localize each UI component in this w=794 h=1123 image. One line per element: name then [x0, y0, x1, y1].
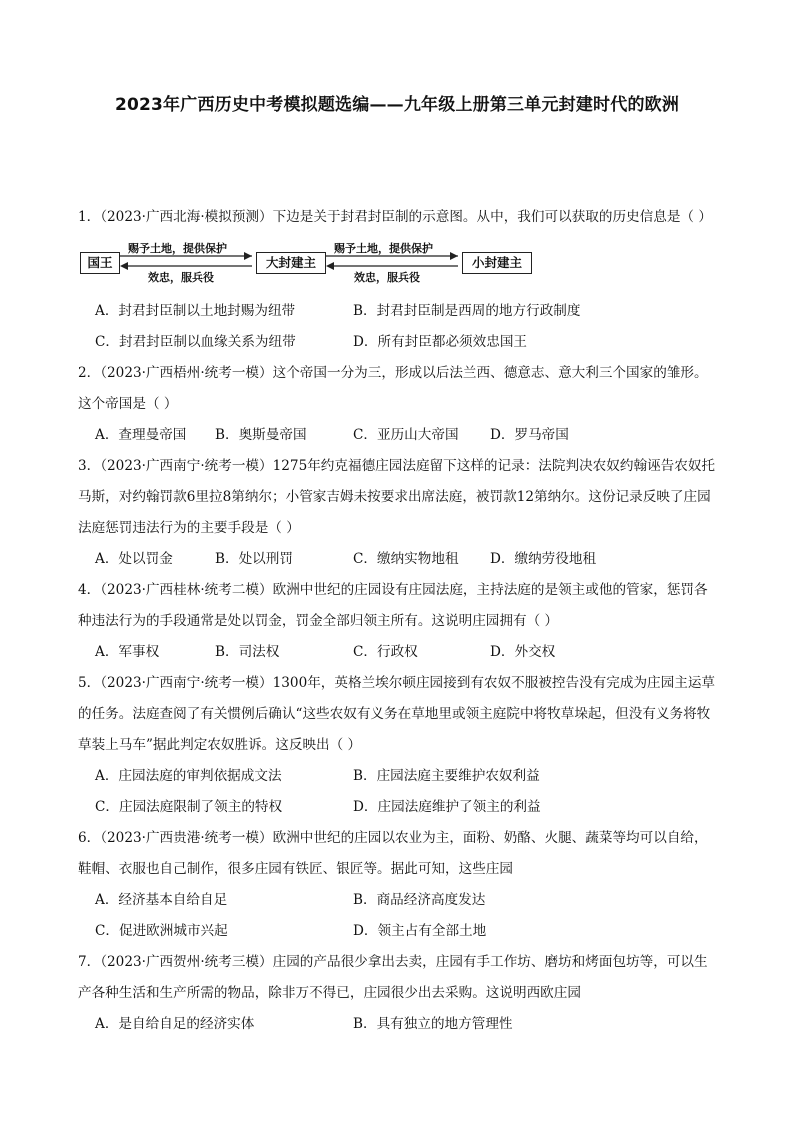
option-c[interactable]: C．亚历山大帝国	[353, 427, 459, 443]
option-a[interactable]: A．军事权	[95, 644, 160, 660]
option-d[interactable]: D．所有封臣都必须效忠国王	[353, 334, 528, 350]
option-d[interactable]: D．罗马帝国	[490, 427, 569, 443]
diagram-box-great-lord: 大封建主	[256, 252, 326, 274]
question-3-options	[95, 544, 596, 575]
option-d[interactable]: D．庄园法庭维护了领主的利益	[353, 799, 541, 815]
question-5-options	[95, 761, 541, 823]
option-a[interactable]: A．查理曼帝国	[95, 427, 187, 443]
option-b[interactable]: B．处以刑罚	[215, 551, 293, 567]
option-d[interactable]: D．领主占有全部土地	[353, 923, 487, 939]
option-a[interactable]: A．封君封臣制以土地封赐为纽带	[95, 303, 296, 319]
option-c[interactable]: C．封君封臣制以血缘关系为纽带	[95, 334, 296, 350]
option-d[interactable]: D．缴纳劳役地租	[490, 551, 597, 567]
option-a[interactable]: A．处以罚金	[95, 551, 173, 567]
option-c[interactable]: C．行政权	[353, 644, 418, 660]
option-a[interactable]: A．经济基本自给自足	[95, 892, 228, 908]
question-6-options	[95, 885, 486, 947]
question-1-options	[95, 296, 581, 358]
option-b[interactable]: B．庄园法庭主要维护农奴利益	[353, 768, 540, 784]
option-d[interactable]: D．外交权	[490, 644, 556, 660]
option-b[interactable]: B．商品经济高度发达	[353, 892, 486, 908]
feudal-diagram	[80, 240, 540, 284]
option-c[interactable]: C．促进欧洲城市兴起	[95, 923, 228, 939]
option-c[interactable]: C．缴纳实物地租	[353, 551, 459, 567]
question-2-options	[95, 420, 569, 451]
option-a[interactable]: A．是自给自足的经济实体	[95, 1016, 255, 1032]
question-4: 4．（2023·广西桂林·统考二模）欧洲中世纪的庄园设有庄园法庭，主持法庭的是领主或他的管家，惩罚各种违法行为的手段通常是处以罚金，罚金全部归领主所有。这说明庄园拥有（ ）	[78, 582, 708, 629]
diagram-bottom-label-1: 效忠，服兵役	[148, 271, 214, 284]
option-b[interactable]: B．司法权	[215, 644, 280, 660]
option-c[interactable]: C．庄园法庭限制了领主的特权	[95, 799, 283, 815]
diagram-box-king: 国王	[80, 252, 120, 274]
option-b[interactable]: B．具有独立的地方管理性	[353, 1016, 513, 1032]
diagram-bottom-label-2: 效忠，服兵役	[354, 271, 420, 284]
question-6: 6．（2023·广西贵港·统考一模）欧洲中世纪的庄园以农业为主，面粉、奶酪、火腿、蔬菜等均可以自给，鞋帽、衣服也自己制作，很多庄园有铁匠、银匠等。据此可知，这些庄园	[78, 830, 708, 877]
question-5: 5．（2023·广西南宁·统考一模）1300年，英格兰埃尔顿庄园接到有农奴不服被控告没有完成为庄园主运草的任务。法庭查阅了有关惯例后确认“这些农奴有义务在草地里或领主庭院中将牧草垛起，但没有义务将牧草装上马车”据此判定农奴胜诉。这反映出（ ）	[78, 675, 716, 753]
diagram-box-small-lord: 小封建主	[462, 252, 532, 274]
option-b[interactable]: B．奥斯曼帝国	[215, 427, 307, 443]
question-7-options	[95, 1009, 513, 1040]
question-3: 3．（2023·广西南宁·统考一模）1275年约克福德庄园法庭留下这样的记录：法院判决农奴约翰诬告农奴托马斯，对约翰罚款6里拉8第纳尔；小管家吉姆未按要求出席法庭，被罚款12第纳尔。这份记录反映了庄园法庭惩罚违法行为的主要手段是（ ）	[78, 458, 716, 536]
question-1: 1．（2023·广西北海·模拟预测）下边是关于封君封臣制的示意图。从中，我们可以获取的历史信息是（ ）	[78, 209, 712, 225]
option-b[interactable]: B．封君封臣制是西周的地方行政制度	[353, 303, 581, 319]
question-7: 7．（2023·广西贺州·统考三模）庄园的产品很少拿出去卖，庄园有手工作坊、磨坊和烤面包坊等，可以生产各种生活和生产所需的物品，除非万不得已，庄园很少出去采购。这说明西欧庄园	[78, 954, 708, 1001]
page-title: 2023年广西历史中考模拟题选编——九年级上册第三单元封建时代的欧洲	[114, 95, 680, 115]
diagram-top-label-1: 赐予土地，提供保护	[128, 242, 227, 255]
option-a[interactable]: A．庄园法庭的审判依据成文法	[95, 768, 282, 784]
question-2: 2．（2023·广西梧州·统考一模）这个帝国一分为三，形成以后法兰西、德意志、意大利三个国家的雏形。这个帝国是（ ）	[78, 365, 708, 412]
question-4-options	[95, 637, 555, 668]
diagram-top-label-2: 赐予土地，提供保护	[334, 242, 433, 255]
